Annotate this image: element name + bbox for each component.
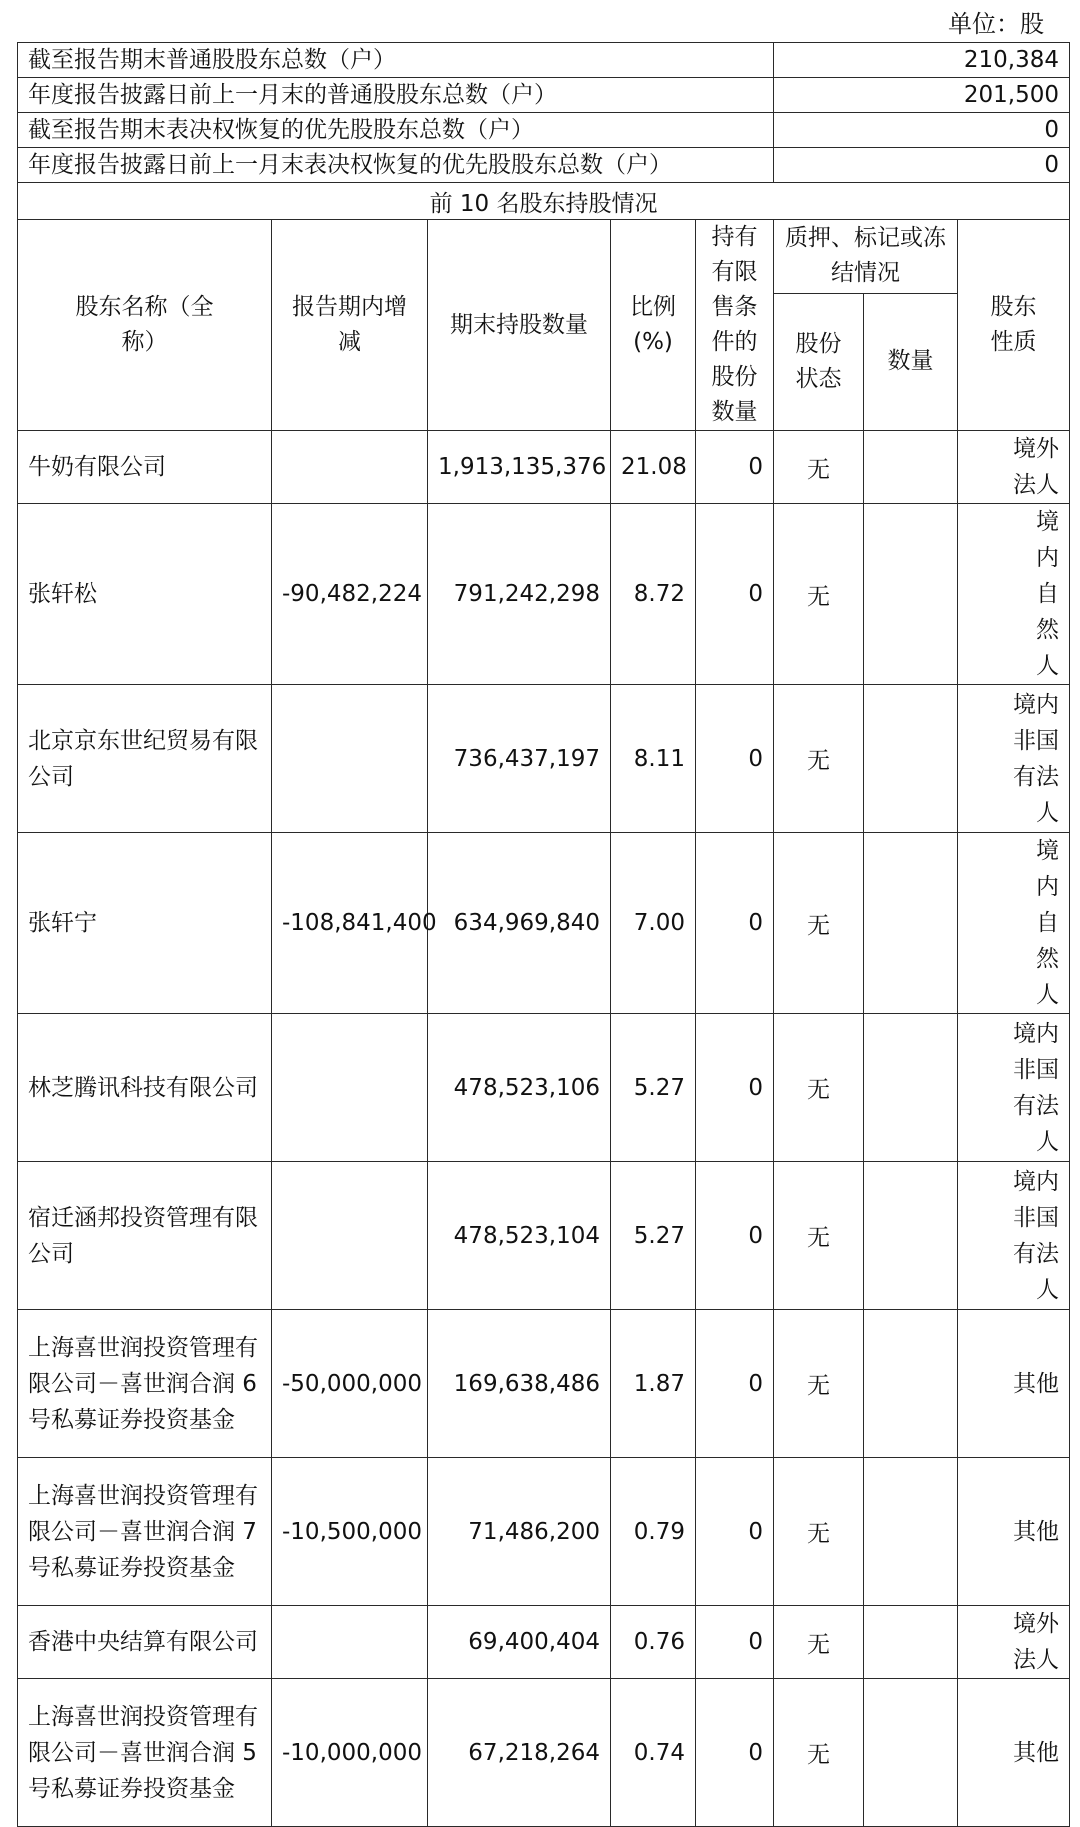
shareholder-pledge-status: 无 bbox=[774, 833, 864, 1014]
shareholder-name: 张轩松 bbox=[18, 504, 272, 685]
shareholder-shares: 791,242,298 bbox=[428, 504, 611, 685]
shareholder-pledge-qty bbox=[864, 1458, 958, 1606]
shareholder-name: 林芝腾讯科技有限公司 bbox=[18, 1014, 272, 1162]
shareholder-ratio: 0.79 bbox=[611, 1458, 696, 1606]
shareholder-nature bbox=[958, 431, 1070, 504]
header-change bbox=[272, 220, 428, 431]
shareholder-restricted: 0 bbox=[696, 1014, 774, 1162]
shareholder-pledge-qty bbox=[864, 504, 958, 685]
summary-row bbox=[18, 113, 1070, 148]
shareholder-restricted: 0 bbox=[696, 1162, 774, 1310]
table-row bbox=[18, 1310, 1070, 1458]
header-nature bbox=[958, 220, 1070, 431]
shareholder-restricted: 0 bbox=[696, 1458, 774, 1606]
shareholder-change bbox=[272, 1606, 428, 1679]
summary-value: 0 bbox=[774, 148, 1070, 183]
table-row bbox=[18, 1162, 1070, 1310]
shareholder-nature: 其他 bbox=[958, 1458, 1070, 1606]
shareholder-pledge-status: 无 bbox=[774, 431, 864, 504]
shareholder-nature: 其他 bbox=[958, 1310, 1070, 1458]
shareholder-restricted: 0 bbox=[696, 1310, 774, 1458]
summary-label: 截至报告期末表决权恢复的优先股股东总数（户） bbox=[18, 113, 774, 148]
shareholder-shares: 67,218,264 bbox=[428, 1679, 611, 1827]
header-restricted bbox=[696, 220, 774, 431]
shareholder-nature: 其他 bbox=[958, 1679, 1070, 1827]
shareholder-change: -50,000,000 bbox=[272, 1310, 428, 1458]
shareholder-ratio: 8.72 bbox=[611, 504, 696, 685]
shareholder-ratio: 5.27 bbox=[611, 1162, 696, 1310]
shareholder-pledge-status: 无 bbox=[774, 1162, 864, 1310]
shareholder-change bbox=[272, 431, 428, 504]
shareholder-restricted: 0 bbox=[696, 1679, 774, 1827]
shareholder-pledge-qty bbox=[864, 1310, 958, 1458]
shareholder-restricted: 0 bbox=[696, 1606, 774, 1679]
shareholder-shares: 1,913,135,376 bbox=[428, 431, 611, 504]
table-row bbox=[18, 1679, 1070, 1827]
shareholder-nature-text: 境内非国有法人 bbox=[1013, 1020, 1060, 1155]
shareholder-change bbox=[272, 1162, 428, 1310]
summary-row bbox=[18, 43, 1070, 78]
shareholder-restricted: 0 bbox=[696, 685, 774, 833]
shareholder-name: 上海喜世润投资管理有限公司－喜世润合润 6 号私募证券投资基金 bbox=[18, 1310, 272, 1458]
header-ratio bbox=[611, 220, 696, 431]
shareholder-pledge-status: 无 bbox=[774, 1014, 864, 1162]
shareholder-name: 牛奶有限公司 bbox=[18, 431, 272, 504]
shareholder-name: 香港中央结算有限公司 bbox=[18, 1606, 272, 1679]
shareholder-pledge-qty bbox=[864, 1679, 958, 1827]
table-row bbox=[18, 504, 1070, 685]
shareholder-nature bbox=[958, 1606, 1070, 1679]
table-row bbox=[18, 431, 1070, 504]
shareholder-shares: 71,486,200 bbox=[428, 1458, 611, 1606]
shareholder-change: -90,482,224 bbox=[272, 504, 428, 685]
shareholder-nature-text: 境内自然人 bbox=[1036, 838, 1060, 1008]
header-row bbox=[18, 220, 1070, 294]
shareholder-restricted: 0 bbox=[696, 431, 774, 504]
header-pledge-group-text: 质押、标记或冻结情况 bbox=[785, 225, 947, 287]
shareholder-pledge-qty bbox=[864, 833, 958, 1014]
shareholder-change: -10,500,000 bbox=[272, 1458, 428, 1606]
shareholder-pledge-status: 无 bbox=[774, 1310, 864, 1458]
shareholder-name: 上海喜世润投资管理有限公司－喜世润合润 5 号私募证券投资基金 bbox=[18, 1679, 272, 1827]
shareholder-table bbox=[17, 42, 1070, 1827]
shareholder-nature-text: 境外法人 bbox=[1013, 436, 1060, 498]
shareholder-ratio: 1.87 bbox=[611, 1310, 696, 1458]
shareholder-ratio: 8.11 bbox=[611, 685, 696, 833]
shareholder-nature bbox=[958, 1162, 1070, 1310]
shareholder-nature bbox=[958, 685, 1070, 833]
shareholder-nature bbox=[958, 833, 1070, 1014]
section-title-row bbox=[18, 183, 1070, 220]
summary-label: 截至报告期末普通股股东总数（户） bbox=[18, 43, 774, 78]
shareholder-name: 上海喜世润投资管理有限公司－喜世润合润 7 号私募证券投资基金 bbox=[18, 1458, 272, 1606]
summary-row bbox=[18, 78, 1070, 113]
shareholder-pledge-qty bbox=[864, 1014, 958, 1162]
shareholder-nature-text: 境内非国有法人 bbox=[1013, 691, 1060, 826]
shareholder-pledge-status: 无 bbox=[774, 685, 864, 833]
unit-label: 单位：股 bbox=[948, 10, 1044, 38]
summary-label: 年度报告披露日前上一月末表决权恢复的优先股股东总数（户） bbox=[18, 148, 774, 183]
shareholder-nature-text: 境内自然人 bbox=[1036, 509, 1060, 679]
header-pledge-status-text: 股份状态 bbox=[795, 330, 842, 392]
shareholder-change: -108,841,400 bbox=[272, 833, 428, 1014]
shareholder-shares: 478,523,106 bbox=[428, 1014, 611, 1162]
shareholder-change bbox=[272, 1014, 428, 1162]
shareholder-shares: 478,523,104 bbox=[428, 1162, 611, 1310]
shareholder-nature-text: 境外法人 bbox=[1013, 1611, 1060, 1673]
header-pledge-qty: 数量 bbox=[864, 293, 958, 430]
shareholder-shares: 169,638,486 bbox=[428, 1310, 611, 1458]
summary-value: 210,384 bbox=[774, 43, 1070, 78]
summary-label: 年度报告披露日前上一月末的普通股股东总数（户） bbox=[18, 78, 774, 113]
section-title: 前 10 名股东持股情况 bbox=[18, 183, 1070, 220]
header-pledge-group bbox=[774, 220, 958, 294]
header-name-text: 股东名称（全称） bbox=[75, 294, 214, 355]
header-change-text: 报告期内增减 bbox=[292, 294, 407, 355]
summary-value: 201,500 bbox=[774, 78, 1070, 113]
shareholder-ratio: 0.76 bbox=[611, 1606, 696, 1679]
shareholder-pledge-qty bbox=[864, 1162, 958, 1310]
summary-value: 0 bbox=[774, 113, 1070, 148]
shareholder-shares: 634,969,840 bbox=[428, 833, 611, 1014]
shareholder-name: 北京京东世纪贸易有限公司 bbox=[18, 685, 272, 833]
shareholder-pledge-qty bbox=[864, 685, 958, 833]
shareholder-nature bbox=[958, 504, 1070, 685]
shareholder-name: 张轩宁 bbox=[18, 833, 272, 1014]
shareholder-ratio: 21.08 bbox=[611, 431, 696, 504]
table-row bbox=[18, 1458, 1070, 1606]
table-row bbox=[18, 1014, 1070, 1162]
table-row bbox=[18, 833, 1070, 1014]
shareholder-name: 宿迁涵邦投资管理有限公司 bbox=[18, 1162, 272, 1310]
shareholder-restricted: 0 bbox=[696, 833, 774, 1014]
shareholder-ratio: 5.27 bbox=[611, 1014, 696, 1162]
shareholder-pledge-status: 无 bbox=[774, 1606, 864, 1679]
header-pledge-status bbox=[774, 293, 864, 430]
shareholder-nature-text: 境内非国有法人 bbox=[1013, 1168, 1060, 1303]
shareholder-pledge-status: 无 bbox=[774, 1458, 864, 1606]
header-shares: 期末持股数量 bbox=[428, 220, 611, 431]
table-row bbox=[18, 1606, 1070, 1679]
shareholder-change: -10,000,000 bbox=[272, 1679, 428, 1827]
summary-row bbox=[18, 148, 1070, 183]
shareholder-pledge-status: 无 bbox=[774, 1679, 864, 1827]
shareholder-change bbox=[272, 685, 428, 833]
shareholder-pledge-status: 无 bbox=[774, 504, 864, 685]
shareholder-ratio: 7.00 bbox=[611, 833, 696, 1014]
header-name bbox=[18, 220, 272, 431]
header-nature-text: 股东性质 bbox=[990, 294, 1037, 355]
shareholder-nature bbox=[958, 1014, 1070, 1162]
header-ratio-text: 比例(%) bbox=[630, 294, 676, 355]
shareholder-pledge-qty bbox=[864, 1606, 958, 1679]
shareholder-shares: 736,437,197 bbox=[428, 685, 611, 833]
shareholder-pledge-qty bbox=[864, 431, 958, 504]
header-restricted-text: 持有有限售条件的股份数量 bbox=[711, 224, 758, 425]
shareholder-shares: 69,400,404 bbox=[428, 1606, 611, 1679]
shareholder-ratio: 0.74 bbox=[611, 1679, 696, 1827]
shareholder-restricted: 0 bbox=[696, 504, 774, 685]
table-row bbox=[18, 685, 1070, 833]
